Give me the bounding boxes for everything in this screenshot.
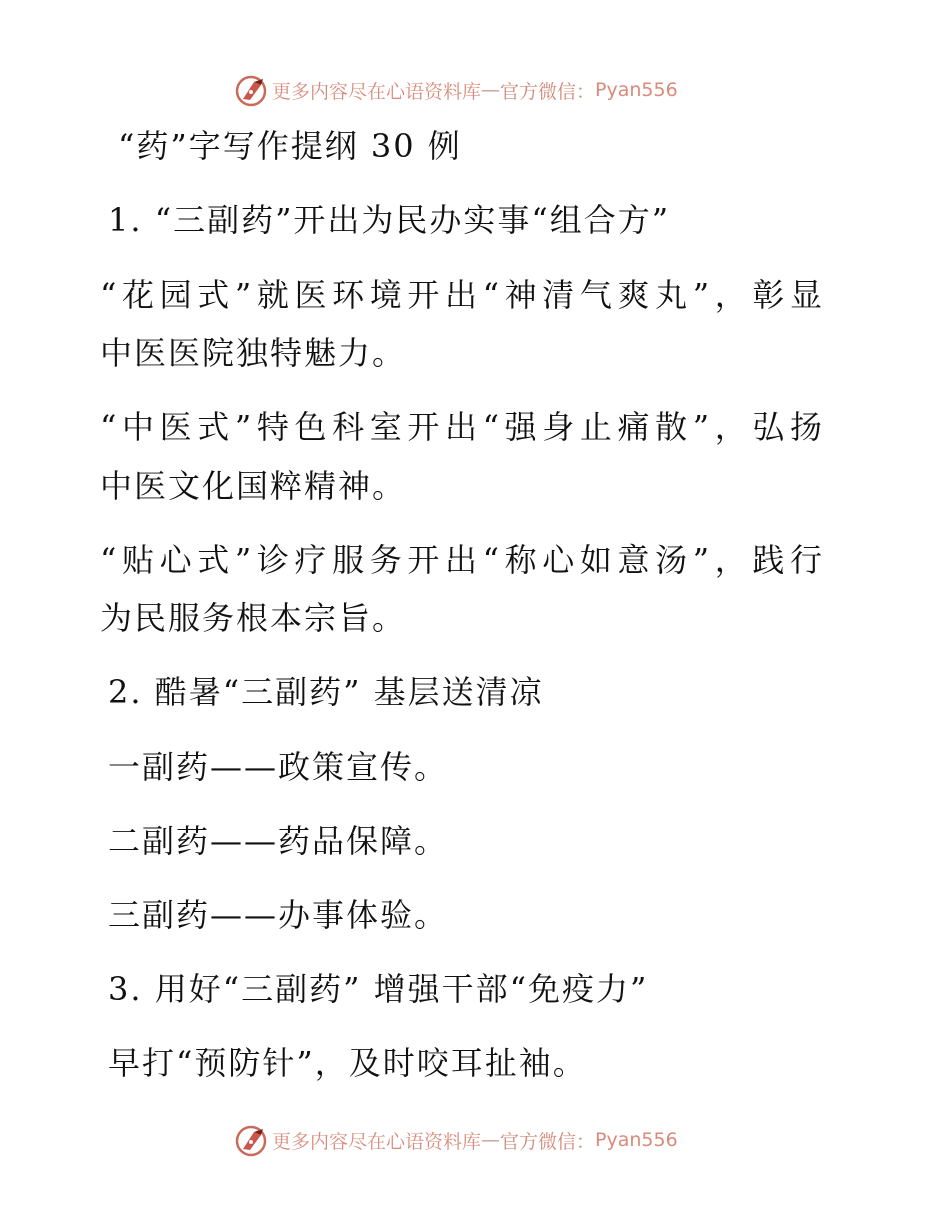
header-watermark [234, 72, 678, 108]
section-heading-3: 3. 用好“三副药” 增强干部“免疫力” [108, 970, 649, 1008]
watermark-wechat-id: Pyan556 [595, 1129, 678, 1151]
watermark-text: 更多内容尽在心语资料库 [272, 1130, 482, 1153]
paragraph-line: 中医文化国粹精神。 [100, 467, 407, 505]
paragraph-line: 中医医院独特魅力。 [100, 334, 407, 372]
pen-nib-logo-icon [234, 73, 268, 107]
footer-watermark [234, 1122, 678, 1158]
list-item: 一副药——政策宣传。 [108, 748, 449, 786]
watermark-dash: — [481, 1129, 501, 1151]
pen-nib-logo-icon [234, 1123, 268, 1157]
paragraph-line: “中医式”特色科室开出“强身止痛散”，弘扬 [100, 408, 822, 446]
paragraph-line: 早打“预防针”，及时咬耳扯袖。 [108, 1044, 587, 1082]
watermark-dash: — [481, 79, 501, 101]
watermark-official-label: 官方微信： [500, 1130, 596, 1153]
document-title: “药”字写作提纲 30 例 [118, 127, 462, 165]
watermark-wechat-id: Pyan556 [595, 79, 678, 101]
watermark-official-label: 官方微信： [500, 80, 596, 103]
paragraph-line: “花园式”就医环境开出“神清气爽丸”，彰显 [100, 276, 822, 314]
watermark-text: 更多内容尽在心语资料库 [272, 80, 482, 103]
paragraph-line: “贴心式”诊疗服务开出“称心如意汤”，践行 [100, 541, 822, 579]
section-heading-2: 2. 酷暑“三副药” 基层送清凉 [108, 673, 544, 711]
list-item: 三副药——办事体验。 [108, 896, 449, 934]
section-heading-1: 1. “三副药”开出为民办实事“组合方” [108, 201, 671, 239]
list-item: 二副药——药品保障。 [108, 822, 449, 860]
paragraph-line: 为民服务根本宗旨。 [100, 599, 407, 637]
